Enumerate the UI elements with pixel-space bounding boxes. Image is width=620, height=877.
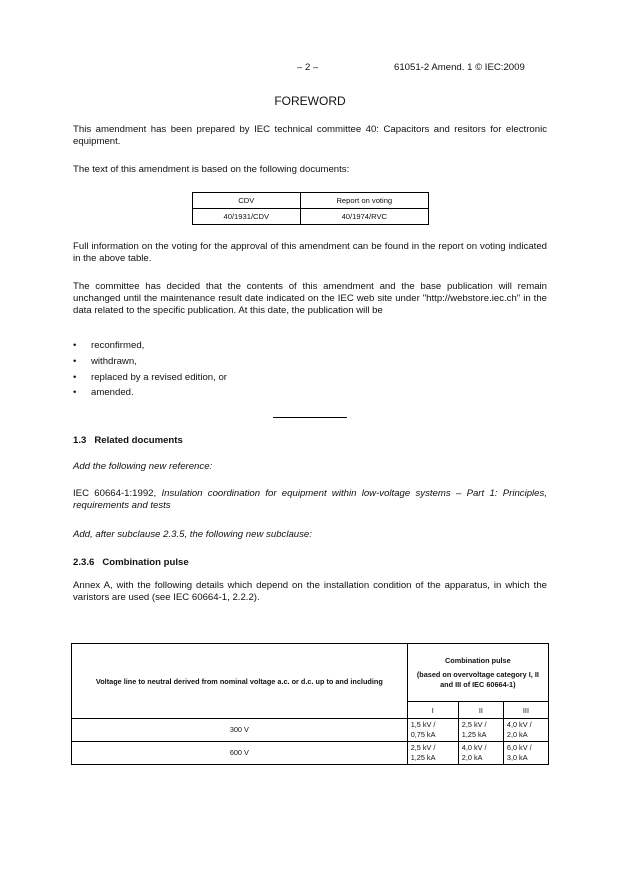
table-header: Voltage line to neutral derived from nominal voltage a.c. or d.c. up to and including [72, 644, 408, 719]
paragraph: Annex A, with the following details which depend on the installation condition of the apparatus, in which the varistors are used (see IEC 60664-1, 2.2.2). [73, 580, 547, 603]
page-number: – 2 – [297, 62, 319, 73]
table-row: 300 V 1,5 kV / 0,75 kA 2,5 kV / 1,25 kA 4,0 kV / 2,0 kA [72, 719, 549, 742]
paragraph: This amendment has been prepared by IEC technical committee 40: Capacitors and resitors for electronic equipment. [73, 124, 547, 147]
paragraph: The committee has decided that the contents of this amendment and the base publication will remain unchanged until the maintenance result date indicated on the IEC web site under "http://webstore.iec.ch" in the data related to the specific publication. At this date, the publication will be [73, 281, 547, 316]
instruction: Add the following new reference: [73, 461, 213, 472]
table-row: 600 V 2,5 kV / 1,25 kA 4,0 kV / 2,0 kA 6,0 kV / 3,0 kA [72, 742, 549, 765]
category-header: III [503, 702, 548, 719]
table-cell: 40/1974/RVC [300, 209, 428, 225]
list-item: • reconfirmed, [73, 340, 145, 351]
document-id: 61051-2 Amend. 1 © IEC:2009 [394, 62, 525, 73]
paragraph: Full information on the voting for the approval of this amendment can be found in the report on voting indicated in the above table. [73, 241, 547, 264]
table-header: Report on voting [300, 193, 428, 209]
table-cell: 4,0 kV / 2,0 kA [458, 742, 503, 765]
list-item: • withdrawn, [73, 356, 137, 367]
table-cell: 4,0 kV / 2,0 kA [503, 719, 548, 742]
table-cell: 2,5 kV / 1,25 kA [407, 742, 458, 765]
paragraph: The text of this amendment is based on the following documents: [73, 164, 350, 175]
list-item: • replaced by a revised edition, or [73, 372, 227, 383]
table-header: CDV [193, 193, 301, 209]
table-cell: 6,0 kV / 3,0 kA [503, 742, 548, 765]
page-title: FOREWORD [274, 94, 346, 108]
combination-pulse-table [71, 643, 549, 765]
documents-table [192, 192, 429, 225]
divider [273, 417, 347, 418]
reference: IEC 60664-1:1992, Insulation coordination for equipment within low-voltage systems – Part 1: Principles, requirements and tests [73, 488, 547, 511]
table-header: Combination pulse (based on overvoltage category I, II and III of IEC 60664-1) [407, 644, 548, 702]
section-heading: 2.3.6 Combination pulse [73, 557, 189, 568]
table-cell: 40/1931/CDV [193, 209, 301, 225]
category-header: II [458, 702, 503, 719]
table-cell: 2,5 kV / 1,25 kA [458, 719, 503, 742]
instruction: Add, after subclause 2.3.5, the following new subclause: [73, 529, 312, 540]
category-header: I [407, 702, 458, 719]
table-cell: 1,5 kV / 0,75 kA [407, 719, 458, 742]
list-item: • amended. [73, 387, 134, 398]
section-heading: 1.3 Related documents [73, 435, 183, 446]
